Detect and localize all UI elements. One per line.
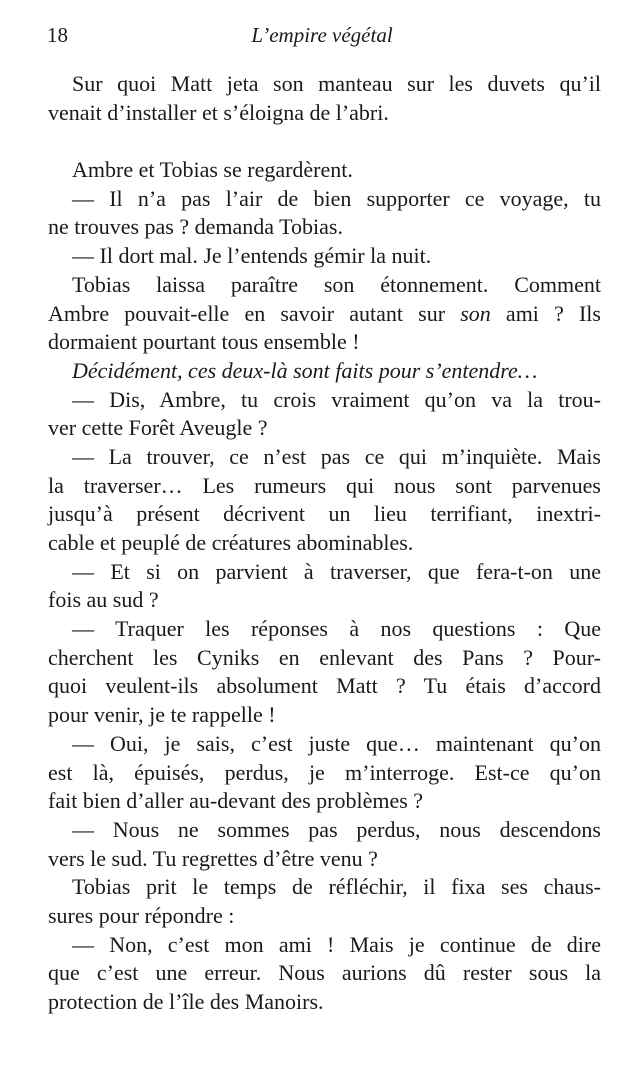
text-line: — Et si on parvient à traverser, que fera-t-on une — [72, 558, 601, 584]
text-line: ne trouves pas ? demanda Tobias. — [48, 214, 343, 240]
text-line: la traverser… Les rumeurs qui nous sont parvenues — [48, 472, 601, 498]
text-line: cherchent les Cyniks en enlevant des Pans ? Pour- — [48, 644, 601, 670]
italic-thought-line: Décidément, ces deux-là sont faits pour s’entendre… — [72, 357, 538, 383]
section-break — [48, 127, 601, 156]
text-line: que c’est une erreur. Nous aurions dû rester sous la — [48, 960, 601, 986]
text-line: fait bien d’aller au-devant des problèmes ? — [48, 788, 424, 814]
page-number: 18 — [47, 23, 68, 47]
text-line: vers le sud. Tu regrettes d’être venu ? — [48, 845, 378, 871]
text-line: ver cette Forêt Aveugle ? — [48, 415, 268, 441]
running-head — [47, 20, 597, 50]
text-line: — Traquer les réponses à nos questions : Que — [72, 616, 601, 642]
text-line: fois au sud ? — [48, 587, 159, 613]
text-line: est là, épuisés, perdus, je m’interroge. Est-ce qu’on — [48, 759, 601, 785]
text-line: protection de l’île des Manoirs. — [48, 989, 324, 1014]
text-line: Sur quoi Matt jeta son manteau sur les duvets qu’il — [72, 71, 601, 96]
text-line: — Oui, je sais, c’est juste que… maintenant qu’on — [72, 730, 601, 756]
emphasized-word: son — [460, 300, 491, 326]
body-text — [48, 70, 601, 1017]
text-line: cable et peuplé de créatures abominables. — [48, 530, 414, 555]
text-line: quoi veulent-ils absolument Matt ? Tu étais d’accord — [48, 673, 601, 699]
text-line — [48, 300, 601, 329]
text-segment: ami ? Ils — [490, 300, 601, 326]
text-line: Tobias laissa paraître son étonnement. Comment — [72, 271, 601, 297]
text-line: jusqu’à présent décrivent un lieu terrifiant, inextri- — [48, 501, 601, 527]
text-line: venait d’installer et s’éloigna de l’abri. — [48, 99, 389, 125]
text-line: — Il n’a pas l’air de bien supporter ce voyage, tu — [72, 185, 601, 211]
text-line: pour venir, je te rappelle ! — [48, 702, 276, 728]
text-line: — La trouver, ce n’est pas ce qui m’inquiète. Mais — [72, 443, 601, 469]
text-line: dormaient pourtant tous ensemble ! — [48, 329, 360, 355]
text-line: Ambre et Tobias se regardèrent. — [72, 157, 353, 183]
text-line: Tobias prit le temps de réfléchir, il fixa ses chaus- — [72, 874, 601, 900]
text-line: — Non, c’est mon ami ! Mais je continue de dire — [72, 931, 601, 957]
text-segment: Ambre pouvait-elle en savoir autant sur — [48, 300, 461, 326]
text-line: — Il dort mal. Je l’entends gémir la nuit. — [72, 243, 432, 269]
text-line: — Dis, Ambre, tu crois vraiment qu’on va la trou- — [72, 386, 601, 412]
text-line: sures pour répondre : — [48, 902, 235, 928]
book-title: L’empire végétal — [251, 23, 393, 47]
text-line: — Nous ne sommes pas perdus, nous descendons — [72, 816, 601, 842]
